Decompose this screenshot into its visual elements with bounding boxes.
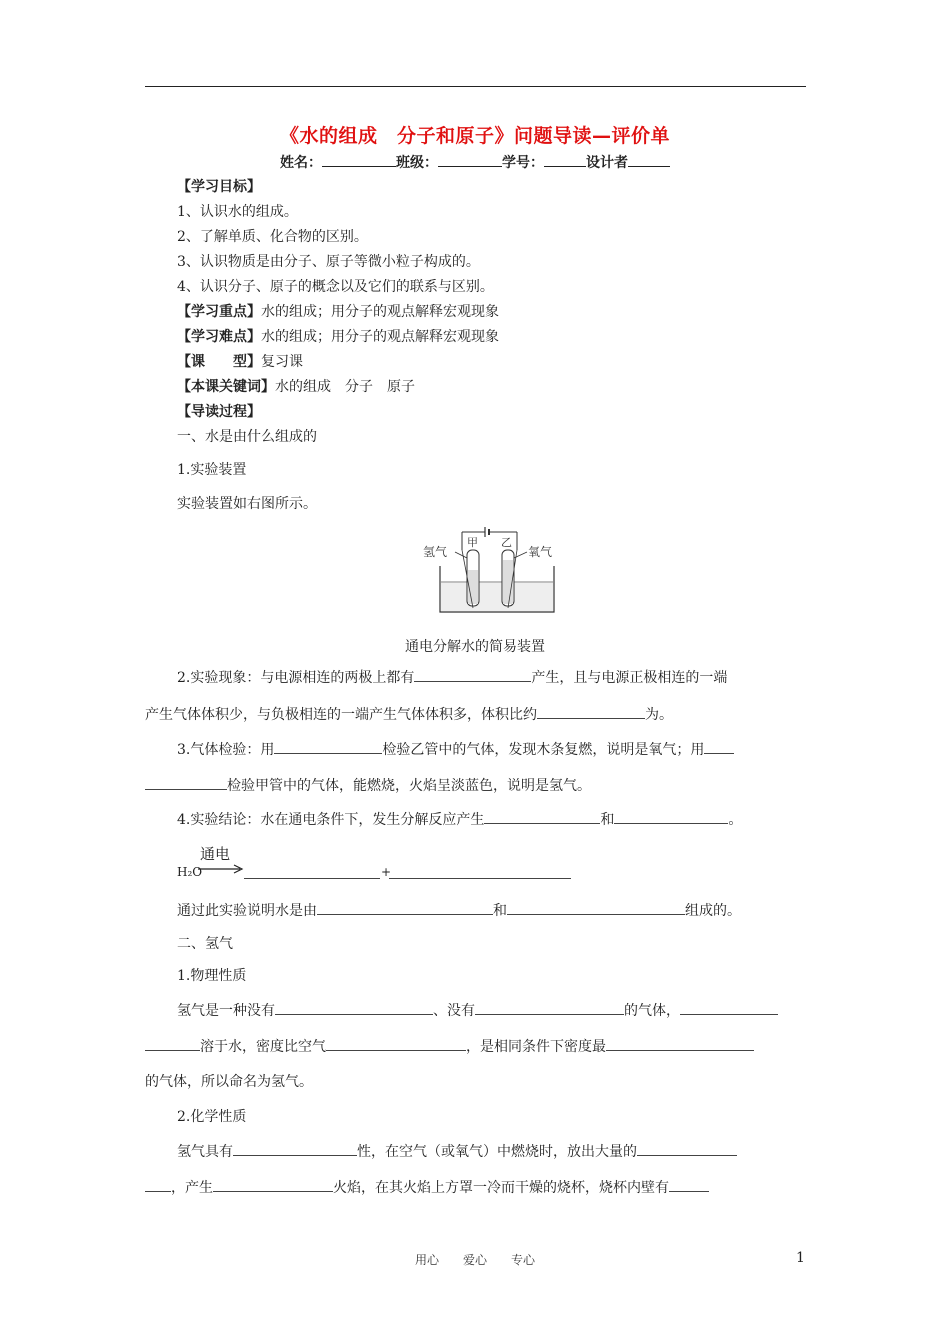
process-header: 【导读过程】 [177, 404, 261, 420]
student-id-blank[interactable] [544, 152, 586, 167]
product-blank-1[interactable] [244, 864, 380, 879]
text-run: ，是相同条件下密度最 [466, 1039, 606, 1055]
answer-blank[interactable] [704, 739, 734, 754]
page-number: 1 [796, 1250, 805, 1266]
chemical-props-line-2 [145, 1177, 709, 1198]
designer-blank[interactable] [628, 152, 670, 167]
physical-props-line-2 [145, 1036, 754, 1057]
section1-heading: 一、水是由什么组成的 [177, 429, 317, 445]
text-run: 组成的。 [685, 903, 741, 919]
key-points-text: 水的组成；用分子的观点解释宏观现象 [261, 304, 499, 320]
section2-sub2: 2.化学性质 [177, 1109, 247, 1125]
chemical-props-line-1 [177, 1141, 737, 1162]
designer-label: 设计者 [586, 155, 628, 171]
difficulties-text: 水的组成；用分子的观点解释宏观现象 [261, 329, 499, 345]
keywords-line [177, 377, 415, 397]
text-run: 氢气具有 [177, 1144, 233, 1160]
class-label: 班级： [396, 155, 438, 171]
figure-label-hydrogen: 氢气 [423, 545, 448, 559]
text-run: 火焰，在其火焰上方罩一冷而干燥的烧杯，烧杯内壁有 [333, 1180, 669, 1196]
answer-blank[interactable] [317, 900, 493, 915]
answer-blank[interactable] [145, 775, 227, 790]
electrolysis-apparatus-figure [422, 520, 572, 616]
answer-blank[interactable] [213, 1177, 333, 1192]
product-blank-2[interactable] [389, 864, 571, 879]
section1-sub1-text: 实验装置如右图所示。 [177, 496, 317, 512]
name-blank[interactable] [322, 152, 396, 167]
objective-item: 4、认识分子、原子的概念以及它们的联系与区别。 [177, 279, 494, 295]
objective-item: 2、了解单质、化合物的区别。 [177, 229, 368, 245]
figure-caption: 通电分解水的简易装置 [405, 639, 545, 655]
answer-blank[interactable] [145, 1177, 171, 1192]
text-run: 为。 [645, 707, 673, 723]
section2-sub1: 1.物理性质 [177, 968, 247, 984]
text-run: 4.实验结论：水在通电条件下，发生分解反应产生 [177, 812, 485, 828]
answer-blank[interactable] [669, 1177, 709, 1192]
answer-blank[interactable] [475, 1000, 624, 1015]
key-points-line [177, 302, 499, 322]
text-run: 的气体， [624, 1003, 680, 1019]
answer-blank[interactable] [507, 900, 685, 915]
course-type-line [177, 352, 303, 372]
objective-item: 3、认识物质是由分子、原子等微小粒子构成的。 [177, 254, 480, 270]
text-run: 。 [728, 812, 743, 828]
gas-test-line-1 [177, 739, 734, 760]
header-rule [145, 86, 806, 87]
difficulties-line [177, 327, 499, 347]
gas-test-line-2 [145, 775, 591, 796]
answer-blank[interactable] [275, 1000, 433, 1015]
text-run: 性，在空气（或氧气）中燃烧时，放出大量的 [357, 1144, 637, 1160]
answer-blank[interactable] [274, 739, 382, 754]
section2-heading: 二、氢气 [177, 936, 233, 952]
equation-reactant: H₂O [177, 865, 203, 879]
answer-blank[interactable] [233, 1141, 357, 1156]
section1-sub1: 1.实验装置 [177, 462, 247, 478]
answer-blank[interactable] [145, 1036, 200, 1051]
objectives-header: 【学习目标】 [177, 179, 261, 195]
text-run: 2.实验现象：与电源相连的两极上都有 [177, 670, 415, 686]
text-run: 氢气是一种没有 [177, 1003, 275, 1019]
figure-label-oxygen: 氧气 [528, 545, 553, 559]
answer-blank[interactable] [606, 1036, 754, 1051]
figure-label-tube-b: 乙 [501, 536, 512, 549]
answer-blank[interactable] [414, 667, 531, 682]
text-run: 检验乙管中的气体，发现木条复燃，说明是氧气；用 [382, 742, 705, 758]
phenomenon-line-2 [145, 704, 673, 725]
equation-plus: + [381, 865, 392, 879]
answer-blank[interactable] [680, 1000, 778, 1015]
physical-props-line-3: 的气体，所以命名为氢气。 [145, 1074, 313, 1090]
answer-blank[interactable] [637, 1141, 737, 1156]
answer-blank[interactable] [614, 809, 728, 824]
keywords-text: 水的组成 分子 原子 [275, 379, 415, 395]
difficulties-label: 【学习难点】 [177, 329, 261, 345]
answer-blank[interactable] [326, 1036, 466, 1051]
objective-item: 1、认识水的组成。 [177, 204, 298, 220]
text-run: 产生，且与电源正极相连的一端 [531, 670, 728, 686]
page-footer: 用心 爱心 专心 [414, 1253, 535, 1267]
text-run: 3.气体检验：用 [177, 742, 275, 758]
composition-line [177, 900, 741, 921]
phenomenon-line-1 [177, 667, 727, 688]
name-label: 姓名： [280, 155, 322, 171]
text-run: ，产生 [171, 1180, 213, 1196]
text-run: 检验甲管中的气体，能燃烧，火焰呈淡蓝色，说明是氢气。 [227, 778, 591, 794]
key-points-label: 【学习重点】 [177, 304, 261, 320]
physical-props-line-1 [177, 1000, 778, 1021]
page-title: 《水的组成 分子和原子》问题导读—评价单 [279, 125, 670, 147]
keywords-label: 【本课关键词】 [177, 379, 275, 395]
answer-blank[interactable] [484, 809, 600, 824]
answer-blank[interactable] [537, 704, 645, 719]
course-type-text: 复习课 [261, 354, 303, 370]
figure-label-tube-a: 甲 [467, 536, 478, 549]
student-id-label: 学号： [502, 155, 544, 171]
text-run: 溶于水，密度比空气 [200, 1039, 326, 1055]
equation-condition: 通电 [200, 845, 231, 863]
conclusion-line [177, 809, 742, 830]
class-blank[interactable] [438, 152, 502, 167]
text-run: 和 [600, 812, 615, 828]
text-run: 和 [493, 903, 507, 919]
student-info-line [0, 152, 950, 172]
text-run: 产生气体体积少，与负极相连的一端产生气体体积多，体积比约 [145, 707, 537, 723]
text-run: 通过此实验说明水是由 [177, 903, 317, 919]
text-run: 、没有 [433, 1003, 475, 1019]
course-type-label: 【课 型】 [177, 354, 261, 370]
reaction-arrow [198, 863, 244, 875]
